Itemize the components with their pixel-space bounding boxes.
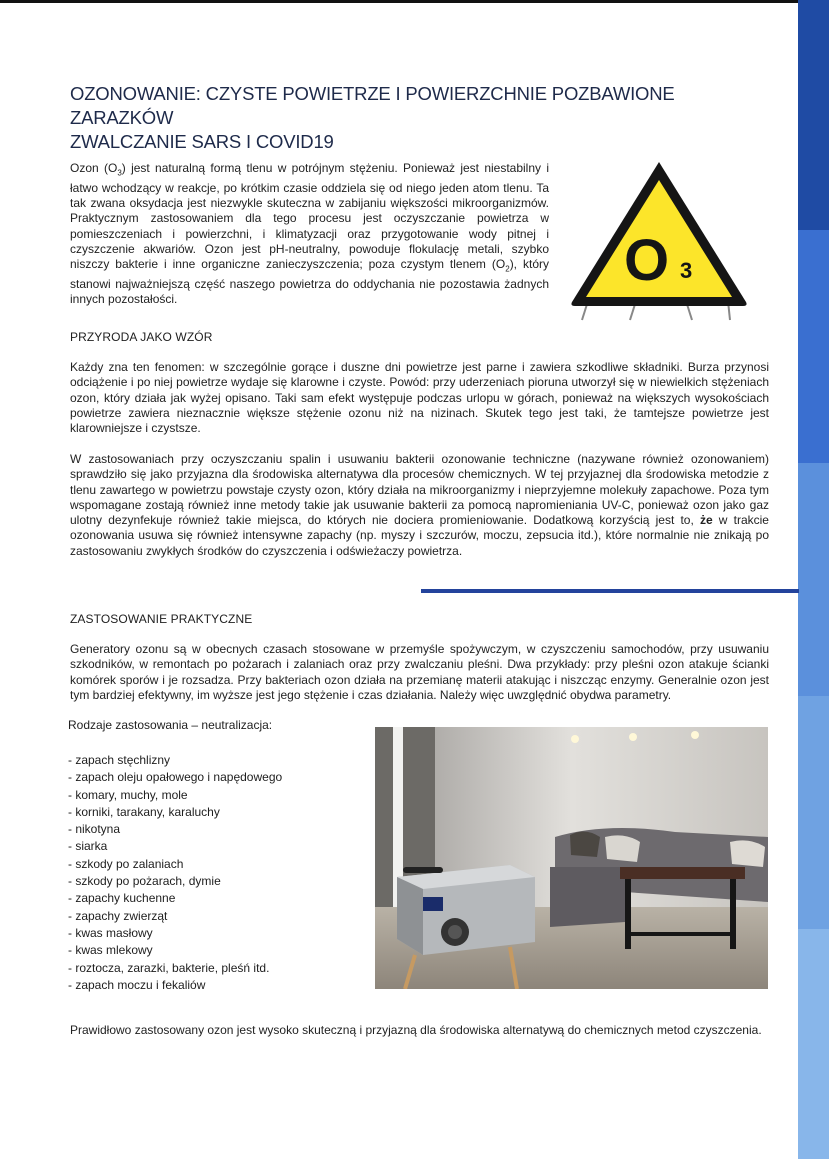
living-room-ozone-generator-photo: [375, 727, 768, 989]
uses-list-item: - nikotyna: [68, 822, 121, 837]
uses-list-item: - zapach oleju opałowego i napędowego: [68, 770, 283, 785]
closing-paragraph: Prawidłowo zastosowany ozon jest wysoko skuteczną i przyjazną dla środowiska alternatywą do chemicznych metod czyszczenia.: [70, 1023, 762, 1037]
uses-list-item: - szkody po zalaniach: [68, 856, 184, 871]
technical-ozonation-paragraph: W zastosowaniach przy oczyszczaniu spalin i usuwaniu bakterii ozonowanie techniczne (nazywane również ozonowaniem) sprawdziło się jako przyjazna dla środowiska alternatywa dla procesów chemicznych. W tej przyjaznej dla środowiska metodzie z tlenu zawartego w powietrzu powstaje czysty ozon, który działa na mikroorganizmy i nieprzyjemne molekuły zapachowe. Poza tym wspomagane zostają również inne metody takie jak usuwanie bakterii za pomocą napromieniania UV-C, ponieważ ozon jako gaz ulotny dezynfekuje również takie miejsca, do których nie dociera promieniowanie. Dodatkową korzyścią jest to, że w trakcie ozonowania usuwa się również intensywne zapachy (np. myszy i szczurów, moczu, zepsucia itd.), które normalnie nie znikają po zastosowaniu zwykłych środków do czyszczenia i odświeżaczy powietrza.: [70, 452, 769, 558]
uses-list-item: - zapachy kuchenne: [68, 891, 176, 906]
intro-paragraph: Ozon $(O_3)$ jest naturalną formą tlenu w potrójnym stężeniu. Ponieważ jest niestabilny i łatwo wchodzący w reakcje, po krótkim czasie oddziela się od niego jeden atom tlenu. Ta tak zwana oksydacja jest niezwykle skuteczna w zabijaniu większości mikroorganizmów. Praktycznym zastosowaniem dla tego procesu jest oczyszczanie powietrza w pomieszczeniach i powierzchni, i klimatyzacji oraz przygotowanie wody pitnej i czyszczenie akwariów. Ozon jest pH-neutralny, powoduje flokulację metali, szybko niszczy bakterie i inne organiczne zanieczyszczenia; poza czystym tlenem $(O_2)$, który stanowi najważniejszą część naszego powietrza do oddychania nie pozostawia żadnych innych pozostałości.: [70, 161, 549, 307]
uses-list-item: - siarka: [68, 839, 108, 854]
side-stripe-3: [798, 463, 829, 696]
uses-list-item: - komary, muchy, mole: [68, 787, 188, 802]
uses-list: [68, 752, 358, 994]
uses-list-item: - zapachy zwierząt: [68, 908, 168, 923]
title-line-2: ZWALCZANIE SARS I COVID19: [70, 131, 334, 152]
practical-paragraph: Generatory ozonu są w obecnych czasach stosowane w przemyśle spożywczym, w czyszczeniu samochodów, przy usuwaniu szkodników, w remontach po pożarach i zalaniach oraz przy zwalczaniu pleśni. Dwa przykłady: przy pleśni ozon atakuje ścianki komórek sporów i je rozsadza. Przy bakteriach ozon działa na przemianę materii atakując i niszcząc enzymy. Generalnie ozon jest tym bardziej efektywny, im wyższe jest jego stężenie i czas działania. Należy więc uwzględnić obydwa parametry.: [70, 642, 769, 702]
title-line-1: OZONOWANIE: CZYSTE POWIETRZE I POWIERZCHNIE POZBAWIONE ZARAZKÓW: [70, 83, 675, 128]
uses-list-item: - zapach moczu i fekaliów: [68, 977, 206, 992]
uses-list-item: - kwas mlekowy: [68, 943, 153, 958]
uses-list-item: - zapach stęchlizny: [68, 753, 171, 767]
nature-paragraph: Każdy zna ten fenomen: w szczególnie gorące i duszne dni powietrze jest parne i zawiera szkodliwe składniki. Burza przynosi odciążenie i po niej powietrze wydaje się klarowne i czyste. Powód: przy uderzeniach pioruna utworzył się w niewielkich stężeniach ozon, który działa jak wyżej opisano. Taki sam efekt występuje podczas urlopu w górach, ponieważ na większych wysokościach powietrze zawiera nieznacznie większe stężenie ozonu niż na nizinach. Skutek tego jest taki, że tamtejsze powietrze jest klarowniejsze i czystsze.: [70, 360, 769, 436]
uses-list-item: - roztocza, zarazki, bakterie, pleśń itd.: [68, 960, 270, 975]
uses-list-title: Rodzaje zastosowania – neutralizacja:: [68, 718, 273, 732]
side-stripe-4: [798, 696, 829, 929]
section-divider: [421, 589, 799, 593]
side-stripe-2: [798, 230, 829, 463]
side-stripe-1: [798, 0, 829, 230]
uses-list-item: - szkody po pożarach, dymie: [68, 874, 221, 889]
section-title-nature: PRZYRODA JAKO WZÓR: [70, 330, 213, 344]
top-border: [0, 0, 829, 3]
side-stripe-5: [798, 929, 829, 1159]
section-title-practical: ZASTOSOWANIE PRAKTYCZNE: [70, 612, 253, 626]
ozone-symbol: O: [624, 228, 670, 293]
ozone-warning-sign: [568, 156, 750, 322]
uses-list-item: - korniki, tarakany, karaluchy: [68, 804, 220, 819]
ozone-subscript: 3: [680, 258, 693, 283]
uses-list-item: - kwas masłowy: [68, 925, 153, 940]
page-title: [70, 82, 770, 154]
